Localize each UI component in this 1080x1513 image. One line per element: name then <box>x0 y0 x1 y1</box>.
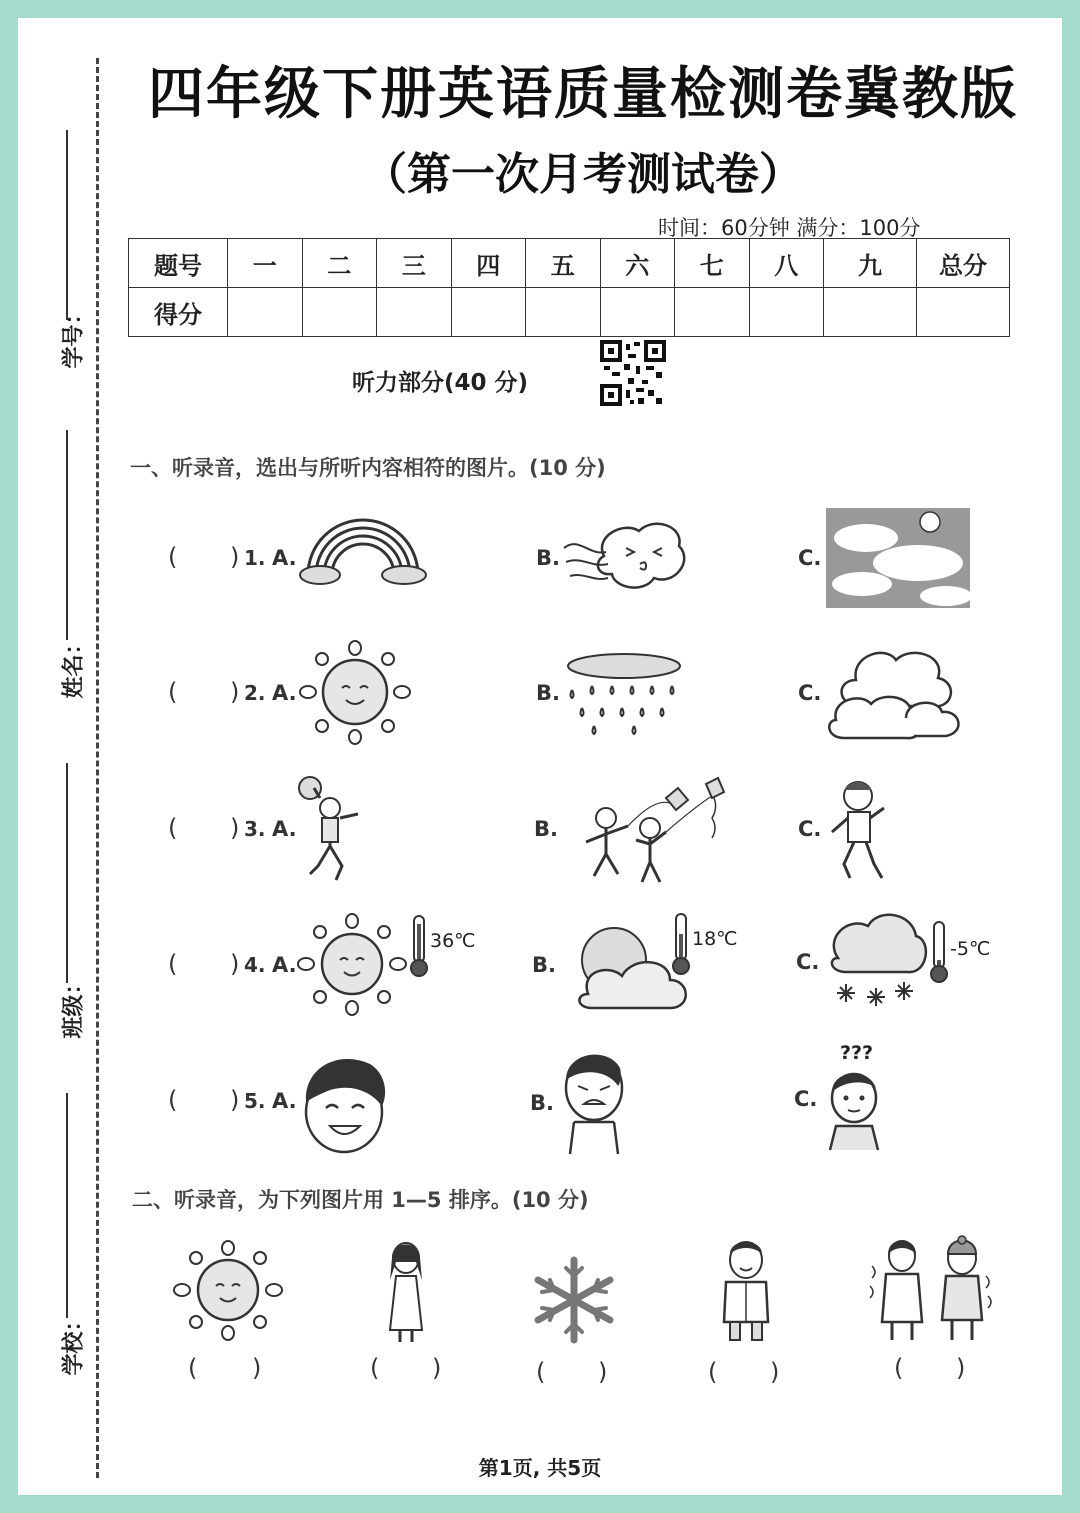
rain-icon[interactable] <box>564 650 684 736</box>
answer-paren-close: ) <box>230 1086 240 1114</box>
cloudy-sky-icon[interactable] <box>826 508 970 608</box>
option-label: B. <box>536 681 560 705</box>
score-header-cell: 五 <box>526 239 601 288</box>
ordering-paren-close: ) <box>598 1358 608 1386</box>
score-table <box>128 238 1010 337</box>
question-number: 3. <box>244 817 266 841</box>
score-table-header-row <box>129 239 1010 288</box>
thermometer-icon <box>408 914 430 978</box>
section1-title: 一、听录音，选出与所听内容相符的图片。(10 分) <box>130 456 606 480</box>
listening-title: 听力部分(40 分) <box>352 370 529 396</box>
ordering-paren-open: ( <box>708 1358 718 1386</box>
ordering-paren-close: ) <box>956 1354 966 1382</box>
option-label: C. <box>794 1087 818 1111</box>
name-label: 姓名： <box>61 632 87 699</box>
question-marks: ??? <box>840 1042 874 1064</box>
answer-paren-open: ( <box>168 543 178 571</box>
ordering-paren-open: ( <box>370 1354 380 1382</box>
sun-icon[interactable] <box>296 912 408 1016</box>
score-header-cell: 题号 <box>129 239 228 288</box>
thermometer-icon <box>670 912 692 976</box>
question-number: 5. <box>244 1089 266 1113</box>
snow-cloud-icon[interactable] <box>824 908 928 1014</box>
class-label: 班级： <box>61 972 87 1039</box>
name-line <box>66 430 68 640</box>
temperature-label: -5℃ <box>950 938 991 960</box>
boy-playing-basketball-icon[interactable] <box>296 774 366 884</box>
answer-paren-close: ) <box>230 950 240 978</box>
thermometer-icon <box>928 920 950 984</box>
time-info: 时间：60分钟 满分：100分 <box>658 216 921 240</box>
temperature-label: 18℃ <box>692 928 738 950</box>
answer-paren-open: ( <box>168 950 178 978</box>
sun-icon[interactable] <box>172 1240 284 1340</box>
happy-boy-face-icon[interactable] <box>300 1050 388 1154</box>
temperature-label: 36℃ <box>430 930 476 952</box>
student-id-label: 学号： <box>61 302 87 369</box>
boy-in-coat-icon[interactable] <box>718 1238 774 1344</box>
answer-paren-open: ( <box>168 814 178 842</box>
boy-running-icon[interactable] <box>824 774 894 886</box>
exam-paper <box>18 18 1062 1495</box>
answer-paren-close: ) <box>230 814 240 842</box>
score-input-cell[interactable] <box>302 288 377 337</box>
ordering-paren-close: ) <box>432 1354 442 1382</box>
sun-icon[interactable] <box>298 640 413 744</box>
kids-in-winter-clothes-icon[interactable] <box>868 1236 992 1344</box>
score-input-cell[interactable] <box>824 288 917 337</box>
wind-cloud-icon[interactable] <box>564 516 694 596</box>
option-label: A. <box>272 953 297 977</box>
score-input-cell[interactable] <box>675 288 750 337</box>
school-label: 学校： <box>61 1309 87 1376</box>
option-label: B. <box>536 546 560 570</box>
score-header-cell: 三 <box>377 239 452 288</box>
score-input-cell[interactable] <box>377 288 452 337</box>
confused-boy-icon[interactable] <box>822 1068 886 1150</box>
crying-boy-icon[interactable] <box>558 1046 628 1154</box>
ordering-paren-close: ) <box>252 1354 262 1382</box>
ordering-paren-open: ( <box>536 1358 546 1386</box>
score-input-cell[interactable] <box>600 288 675 337</box>
option-label: A. <box>272 817 297 841</box>
score-header-cell: 七 <box>675 239 750 288</box>
answer-paren-open: ( <box>168 678 178 706</box>
answer-paren-close: ) <box>230 543 240 571</box>
score-header-cell: 四 <box>451 239 526 288</box>
page-subtitle: （第一次月考测试卷） <box>363 149 803 200</box>
score-input-cell[interactable] <box>526 288 601 337</box>
score-header-cell: 二 <box>302 239 377 288</box>
ordering-paren-open: ( <box>894 1354 904 1382</box>
question-number: 4. <box>244 953 266 977</box>
answer-paren-open: ( <box>168 1086 178 1114</box>
score-header-cell: 八 <box>749 239 824 288</box>
score-input-cell[interactable] <box>228 288 303 337</box>
cloudy-icon[interactable] <box>826 640 966 744</box>
score-header-cell: 总分 <box>917 239 1010 288</box>
option-label: C. <box>798 546 822 570</box>
qr-code-icon[interactable] <box>600 340 666 406</box>
snowflake-icon[interactable] <box>528 1256 620 1344</box>
class-line <box>66 763 68 983</box>
option-label: A. <box>272 681 297 705</box>
score-input-cell[interactable] <box>451 288 526 337</box>
score-row-label: 得分 <box>129 288 228 337</box>
ordering-paren-close: ) <box>770 1358 780 1386</box>
binding-dashed-line <box>96 58 99 1478</box>
ordering-paren-open: ( <box>188 1354 198 1382</box>
option-label: A. <box>272 1089 297 1113</box>
score-header-cell: 六 <box>600 239 675 288</box>
option-label: C. <box>796 950 820 974</box>
question-number: 2. <box>244 681 266 705</box>
option-label: B. <box>530 1091 554 1115</box>
score-input-cell[interactable] <box>749 288 824 337</box>
kids-flying-kites-icon[interactable] <box>566 776 726 886</box>
girl-in-dress-icon[interactable] <box>386 1240 426 1344</box>
option-label: B. <box>532 953 556 977</box>
question-number: 1. <box>244 546 266 570</box>
rainbow-icon[interactable] <box>298 513 428 593</box>
page-footer: 第1页, 共5页 <box>478 1456 602 1480</box>
score-header-cell: 一 <box>228 239 303 288</box>
option-label: B. <box>534 817 558 841</box>
page-title: 四年级下册英语质量检测卷冀教版 <box>148 62 1018 127</box>
option-label: A. <box>272 546 297 570</box>
student-id-line <box>66 130 68 320</box>
score-table-score-row <box>129 288 1010 337</box>
score-input-cell[interactable] <box>917 288 1010 337</box>
score-header-cell: 九 <box>824 239 917 288</box>
answer-paren-close: ) <box>230 678 240 706</box>
school-line <box>66 1093 68 1318</box>
section2-title: 二、听录音，为下列图片用 1—5 排序。(10 分) <box>132 1188 589 1212</box>
option-label: C. <box>798 681 822 705</box>
option-label: C. <box>798 817 822 841</box>
